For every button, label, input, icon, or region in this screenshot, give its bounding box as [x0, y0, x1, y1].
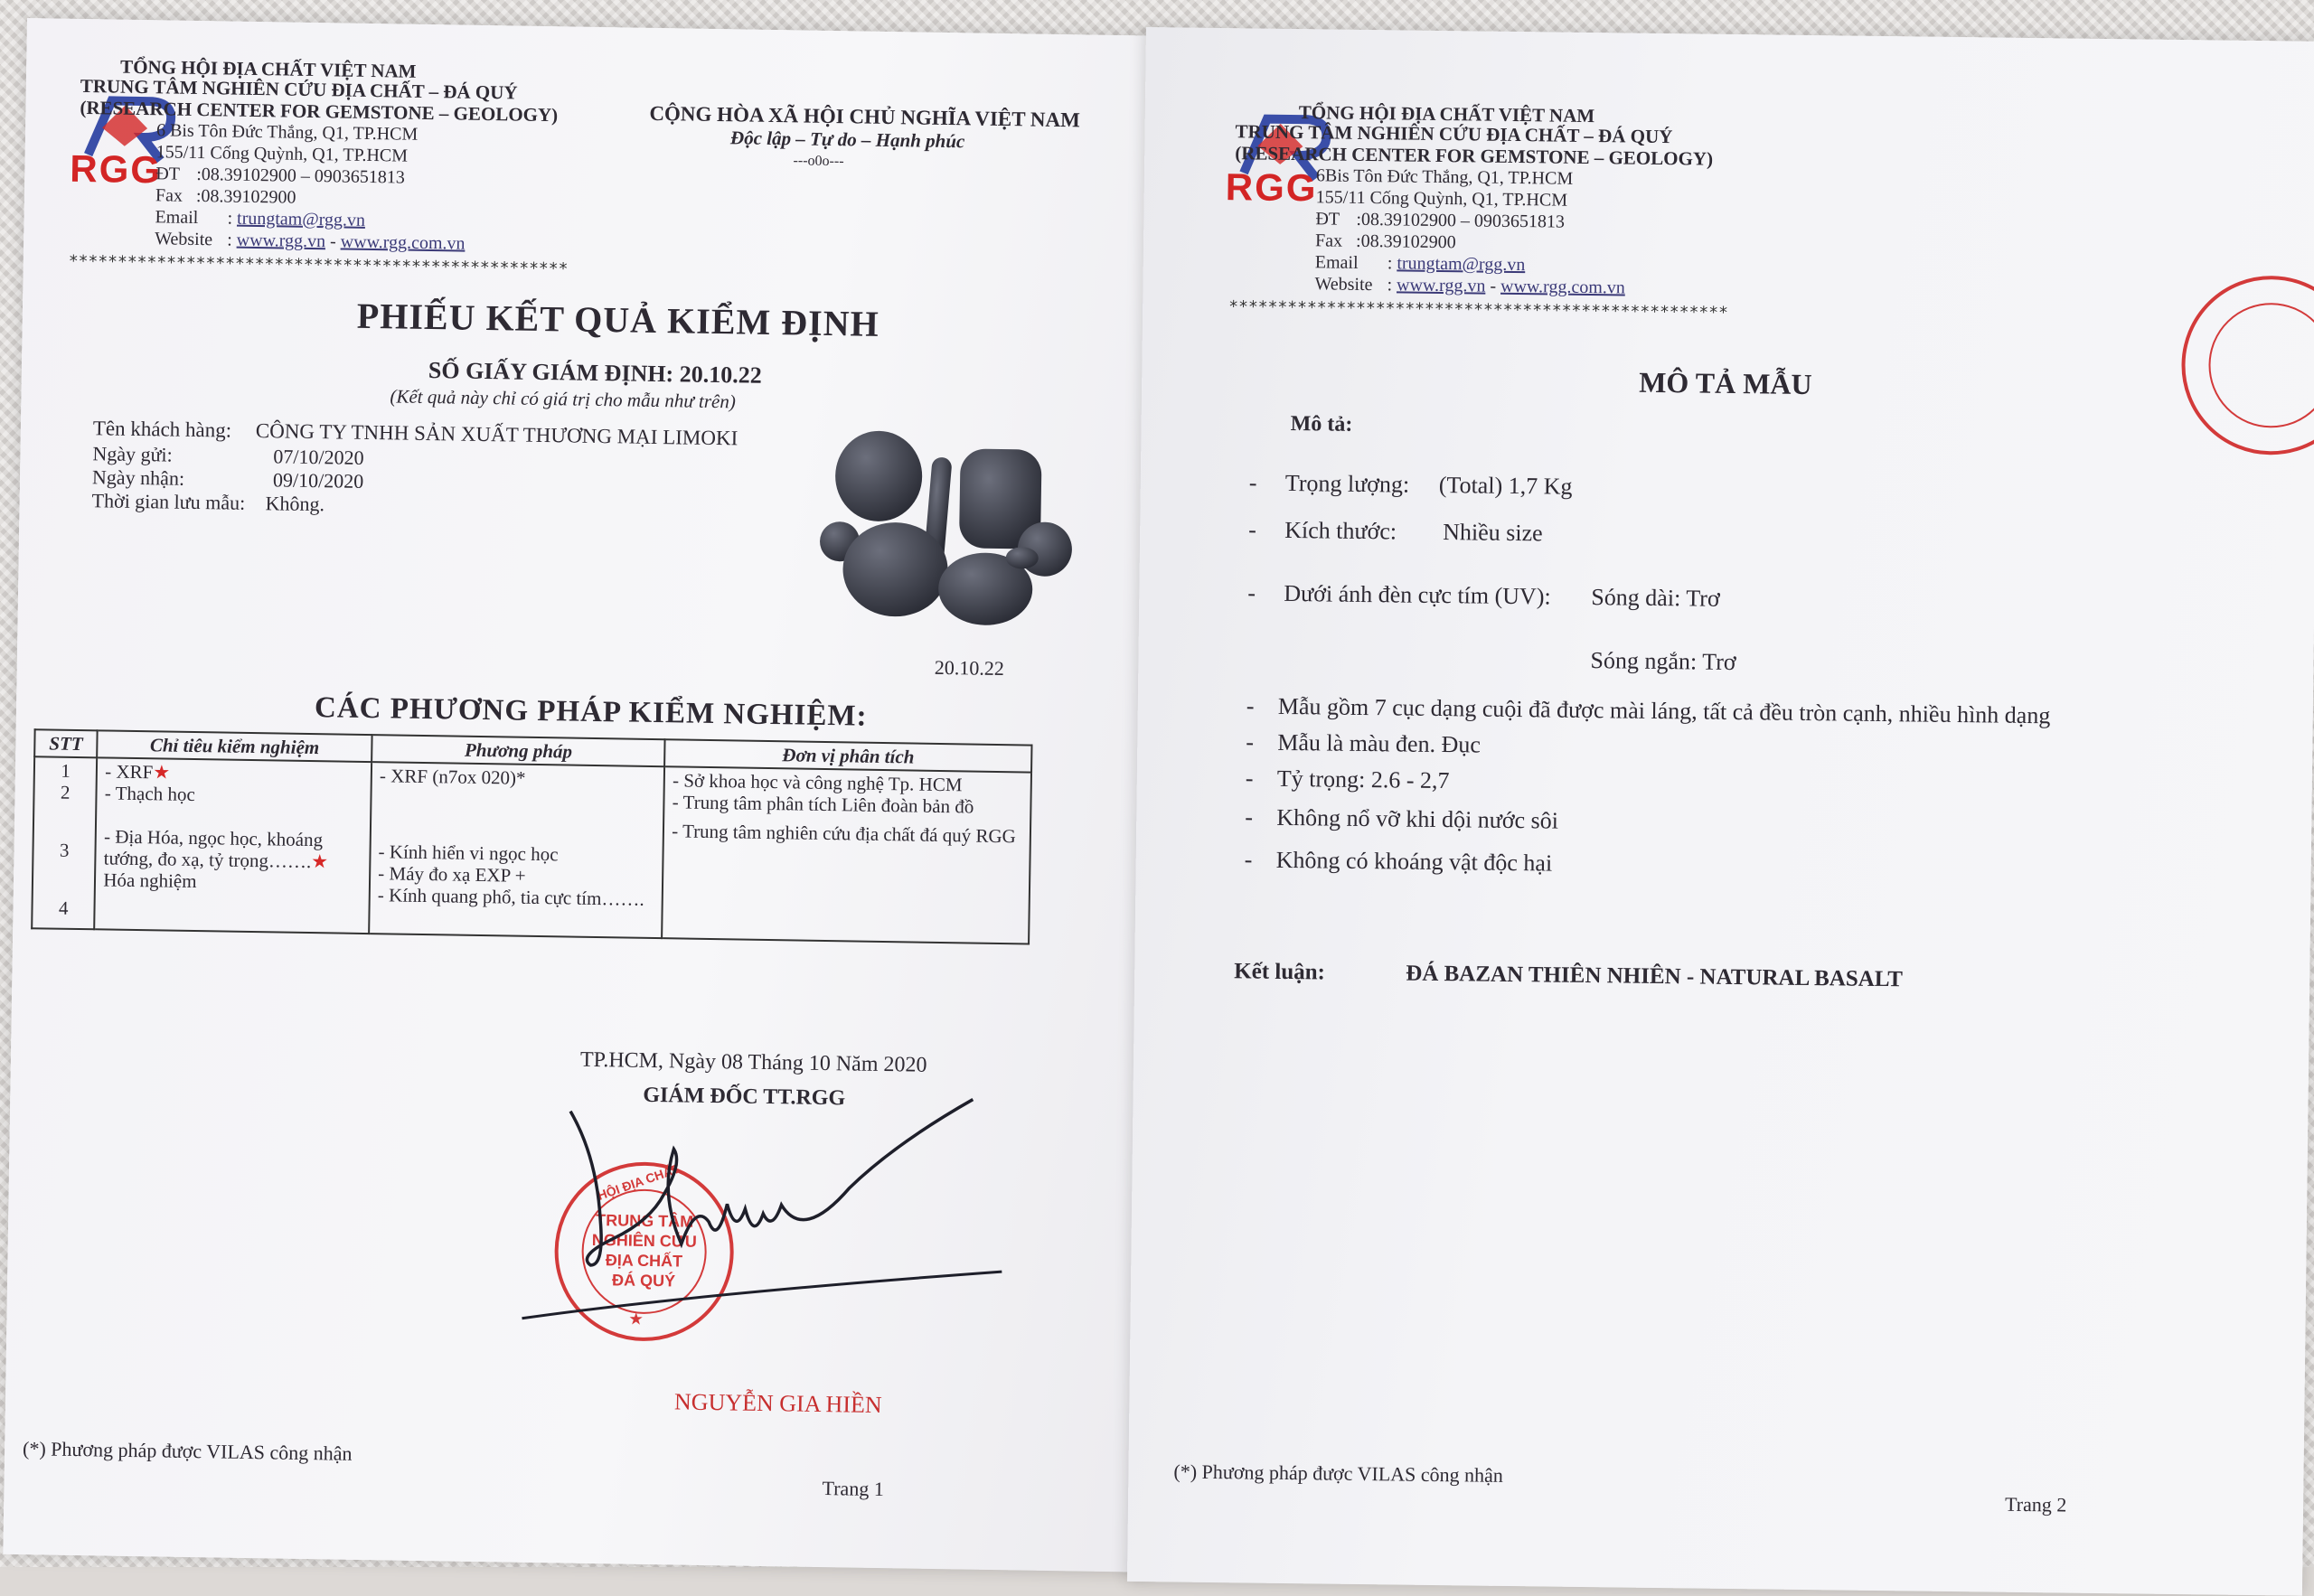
- signer-name: NGUYỄN GIA HIỀN: [673, 1388, 882, 1419]
- page-title: PHIẾU KẾT QUẢ KIỂM ĐỊNH: [356, 295, 880, 344]
- criteria-3: - Địa Hóa, ngọc học, khoáng tướng, đo xạ, tỷ trọng…….: [103, 825, 324, 873]
- address-1: 6 Bis Tôn Đức Thắng, Q1, TP.HCM: [155, 120, 419, 145]
- method-2: - Kính hiển vi ngọc học: [378, 840, 559, 866]
- address-2-p2: 155/11 Cống Quỳnh, Q1, TP.HCM: [1315, 187, 1568, 211]
- official-seal-partial: [2180, 275, 2314, 455]
- rgg-logo-text-2: RGG: [1225, 165, 1318, 210]
- page-2: RGG TỔNG HỘI ĐỊA CHẤT VIỆT NAM TRUNG TÂM NGHIÊN CỨU ĐỊA CHẤT – ĐÁ QUÝ (RESEARCH CENTER FOR GEMSTONE – GEOLOGY) 6Bis Tôn Đức Thắng, Q1, TP.HCM 155/11 Cống Quỳnh, Q1, TP.HCM ĐT :08.39102900 – 0903651813 Fax :08.39102900 Email : trungtam@rgg.vn Website : www.rgg.vn - www.rgg.com.vn *************************************************** MÔ TẢ MẪU Mô tả: - Trọng lượng: (Total) 1,7 Kg - Kích thước: Nhiều size - Dưới ánh đèn cực tím (UV): Sóng dài: Trơ Sóng ngắn: Trơ - Mẫu gồm 7 cục dạng cuội đã được mài láng, tất cả đều tròn cạnh, nhiều hình dạng - Mẫu là màu đen. Đục - Tỷ trọng: 2.6 - 2,7 - Không nổ vỡ khi dội nước sôi - Không có khoáng vật độc hại Kết luận: ĐÁ BAZAN THIÊN NHIÊN - NATURAL BASALT (*) Phương pháp được VILAS công nhận Trang 2: [1127, 27, 2314, 1596]
- sent-label: Ngày gửi:: [92, 442, 173, 466]
- stars-divider-2: ***************************************************: [1228, 297, 1728, 323]
- stt-1: 1: [61, 759, 71, 782]
- th-stt: STT: [34, 729, 98, 757]
- red-star-icon: ★: [311, 850, 329, 873]
- methods-table: [31, 728, 1032, 944]
- stt-3: 3: [59, 839, 70, 861]
- footnote-2: (*) Phương pháp được VILAS công nhận: [1173, 1460, 1504, 1487]
- conclusion-value: ĐÁ BAZAN THIÊN NHIÊN - NATURAL BASALT: [1406, 961, 1904, 992]
- org-name-en: (RESEARCH CENTER FOR GEMSTONE – GEOLOGY): [80, 96, 559, 127]
- address-2: 155/11 Cống Quỳnh, Q1, TP.HCM: [155, 142, 409, 166]
- email-label: Email: [155, 207, 199, 228]
- address-1-p2: 6Bis Tôn Đức Thắng, Q1, TP.HCM: [1315, 165, 1574, 189]
- criteria-2: - Thạch học: [104, 782, 195, 806]
- received-label: Ngày nhận:: [91, 465, 185, 490]
- website-label-p2: Website: [1314, 274, 1373, 296]
- website-link-1-p2[interactable]: www.rgg.vn: [1396, 275, 1486, 296]
- email-link[interactable]: trungtam@rgg.vn: [236, 208, 366, 230]
- th-method: Phương pháp: [372, 735, 665, 766]
- email-label-p2: Email: [1314, 252, 1359, 273]
- stars-divider: ***************************************************: [68, 251, 569, 279]
- th-criteria: Chỉ tiêu kiểm nghiệm: [97, 730, 372, 762]
- page-number-1: Trang 1: [822, 1477, 885, 1501]
- received-date: 09/10/2020: [272, 468, 364, 493]
- desc-item-4: Không nổ vỡ khi dội nước sôi: [1276, 803, 1559, 834]
- uv-long: Sóng dài: Trơ: [1591, 584, 1720, 612]
- org-name: TRUNG TÂM NGHIÊN CỨU ĐỊA CHẤT – ĐÁ QUÝ: [80, 74, 518, 104]
- desc-label: Mô tả:: [1290, 411, 1353, 437]
- place-date: TP.HCM, Ngày 08 Tháng 10 Năm 2020: [579, 1047, 927, 1077]
- method-1: - XRF (n7ox 020)*: [379, 765, 526, 789]
- desc-item-3: Tỷ trọng: 2.6 - 2,7: [1276, 765, 1450, 794]
- footnote-1: (*) Phương pháp được VILAS công nhận: [22, 1437, 353, 1465]
- photo-caption: 20.10.22: [934, 655, 1005, 681]
- fax-label-p2: Fax: [1314, 230, 1343, 251]
- method-4: - Kính quang phổ, tia cực tím…….: [377, 884, 644, 910]
- sent-date: 07/10/2020: [273, 445, 364, 469]
- org-name-en-2: (RESEARCH CENTER FOR GEMSTONE – GEOLOGY): [1235, 142, 1714, 170]
- size-value: Nhiều size: [1443, 519, 1543, 547]
- unit-1: - Sở khoa học và công nghệ Tp. HCM: [672, 769, 963, 796]
- desc-item-5: Không có khoáng vật độc hại: [1275, 846, 1553, 877]
- size-label: Kích thước:: [1284, 516, 1397, 545]
- th-unit: Đơn vị phân tích: [664, 739, 1031, 772]
- fax: :08.39102900: [195, 185, 296, 208]
- method-cell: [369, 762, 664, 938]
- desc-item-1: Mẫu gồm 7 cục dạng cuội đã được mài láng, tất cả đều tròn cạnh, nhiều hình dạng: [1277, 692, 2051, 729]
- criteria-cell: [94, 757, 372, 934]
- weight-value: (Total) 1,7 Kg: [1438, 471, 1573, 500]
- phone-label: ĐT: [155, 164, 181, 184]
- website-label: Website: [155, 229, 213, 250]
- motto: Độc lập – Tự do – Hạnh phúc: [729, 127, 965, 153]
- official-seal: TRUNG TÂM NGHIÊN CỨU ĐỊA CHẤT ĐÁ QUÝ HỘI ĐỊA CHẤT ★: [553, 1160, 735, 1342]
- methods-title: CÁC PHƯƠNG PHÁP KIỂM NGHIỆM:: [314, 691, 868, 733]
- sample-stones-photo: [813, 428, 1105, 650]
- page-number-2: Trang 2: [2004, 1492, 2067, 1516]
- cert-number: SỐ GIẤY GIÁM ĐỊNH: 20.10.22: [428, 357, 762, 389]
- website-link-1[interactable]: www.rgg.vn: [236, 230, 326, 252]
- uv-label: Dưới ánh đèn cực tím (UV):: [1284, 579, 1551, 610]
- rgg-logo-text: RGG: [70, 146, 163, 192]
- stt-4: 4: [58, 897, 69, 919]
- director-signature: [513, 1084, 1022, 1345]
- signer-title: GIÁM ĐỐC TT.RGG: [643, 1083, 846, 1111]
- website-link-2-p2[interactable]: www.rgg.com.vn: [1500, 276, 1625, 298]
- customer-label: Tên khách hàng:: [92, 417, 232, 442]
- motto-divider: ---o0o---: [793, 153, 844, 170]
- method-3: - Máy đo xạ EXP +: [378, 862, 526, 887]
- fax-p2: :08.39102900: [1355, 230, 1456, 253]
- org-parent-2: TỔNG HỘI ĐỊA CHẤT VIỆT NAM: [1298, 101, 1595, 127]
- weight-label: Trọng lượng:: [1284, 469, 1410, 498]
- customer-name: CÔNG TY TNHH SẢN XUẤT THƯƠNG MẠI LIMOKI: [255, 419, 738, 450]
- org-parent: TỔNG HỘI ĐỊA CHẤT VIỆT NAM: [119, 55, 417, 82]
- criteria-1: - XRF: [105, 760, 154, 784]
- storage-value: Không.: [265, 492, 325, 516]
- unit-3: - Trung tâm nghiên cứu địa chất đá quý RGG: [672, 820, 1016, 848]
- email-link-p2[interactable]: trungtam@rgg.vn: [1397, 253, 1526, 276]
- unit-cell: [662, 766, 1031, 944]
- red-star-icon: ★: [153, 761, 171, 784]
- desc-item-2: Mẫu là màu đen. Đục: [1277, 728, 1482, 758]
- stt-cell: [32, 756, 97, 929]
- republic-title: CỘNG HÒA XÃ HỘI CHỦ NGHĨA VIỆT NAM: [649, 101, 1081, 132]
- cert-note: (Kết quả này chỉ có giá trị cho mẫu như trên): [390, 385, 737, 413]
- org-name-2: TRUNG TÂM NGHIÊN CỨU ĐỊA CHẤT – ĐÁ QUÝ: [1235, 120, 1673, 148]
- page-title-2: MÔ TẢ MẪU: [1639, 365, 1812, 401]
- website-link-2[interactable]: www.rgg.com.vn: [340, 231, 466, 254]
- uv-short: Sóng ngắn: Trơ: [1590, 647, 1736, 676]
- fax-label: Fax: [155, 185, 183, 206]
- phone-p2: :08.39102900 – 0903651813: [1356, 209, 1566, 232]
- phone-label-p2: ĐT: [1315, 209, 1340, 230]
- phone: :08.39102900 – 0903651813: [196, 164, 406, 188]
- page-1: RGG TỔNG HỘI ĐỊA CHẤT VIỆT NAM TRUNG TÂM NGHIÊN CỨU ĐỊA CHẤT – ĐÁ QUÝ (RESEARCH CENTER FOR GEMSTONE – GEOLOGY) 6 Bis Tôn Đức Thắng, Q1, TP.HCM 155/11 Cống Quỳnh, Q1, TP.HCM ĐT :08.39102900 – 0903651813 Fax :08.39102900 Email : trungtam@rgg.vn Website : www.rgg.vn - www.rgg.com.vn *************************************************** CỘNG HÒA XÃ HỘI CHỦ NGHĨA VIỆT NAM Độc lập – Tự do – Hạnh phúc ---o0o--- PHIẾU KẾT QUẢ KIỂM ĐỊNH SỐ GIẤY GIÁM ĐỊNH: 20.10.22 (Kết quả này chỉ có giá trị cho mẫu như trên) Tên khách hàng: CÔNG TY TNHH SẢN XUẤT THƯƠNG MẠI LIMOKI Ngày gửi: 07/10/2020 Ngày nhận: 09/10/2020 Thời gian lưu mẫu: Không. 20.10.22 CÁC PHƯƠNG PHÁP KIỂM NGHIỆM: STT Chỉ tiêu kiểm nghiệm Phương pháp Đơn vị phân tích 1 2 3 4 - XRF★ - Thạch học - Địa Hóa, ngọc học, khoáng tướng, đo xạ, tỷ trọng…….★ Hóa nghiệm - XRF (n7ox 020)* - Kính hiển vi ngọc học - Máy đo xạ EXP + - Kính quang phổ, tia cực tím……. - Sở khoa học và công nghệ Tp. HCM - Trung tâm phân tích Liên đoàn bản đồ - Trung tâm nghiên cứu địa chất đá quý RGG TP.HCM, Ngày 08 Tháng 10 Năm 2020 GIÁM ĐỐC TT.RGG TRUNG TÂM NGHIÊN CỨU ĐỊA CHẤT ĐÁ QUÝ HỘI ĐỊA CHẤT ★ NGUYỄN GIA HIỀN (*) Phương pháp được VILAS công nhận Trang 1: [3, 18, 1175, 1573]
- criteria-4: Hóa nghiệm: [103, 868, 197, 893]
- stt-2: 2: [60, 781, 71, 803]
- storage-label: Thời gian lưu mẫu:: [91, 489, 246, 514]
- unit-2: - Trung tâm phân tích Liên đoàn bản đồ: [672, 791, 974, 818]
- conclusion-label: Kết luận:: [1234, 959, 1326, 985]
